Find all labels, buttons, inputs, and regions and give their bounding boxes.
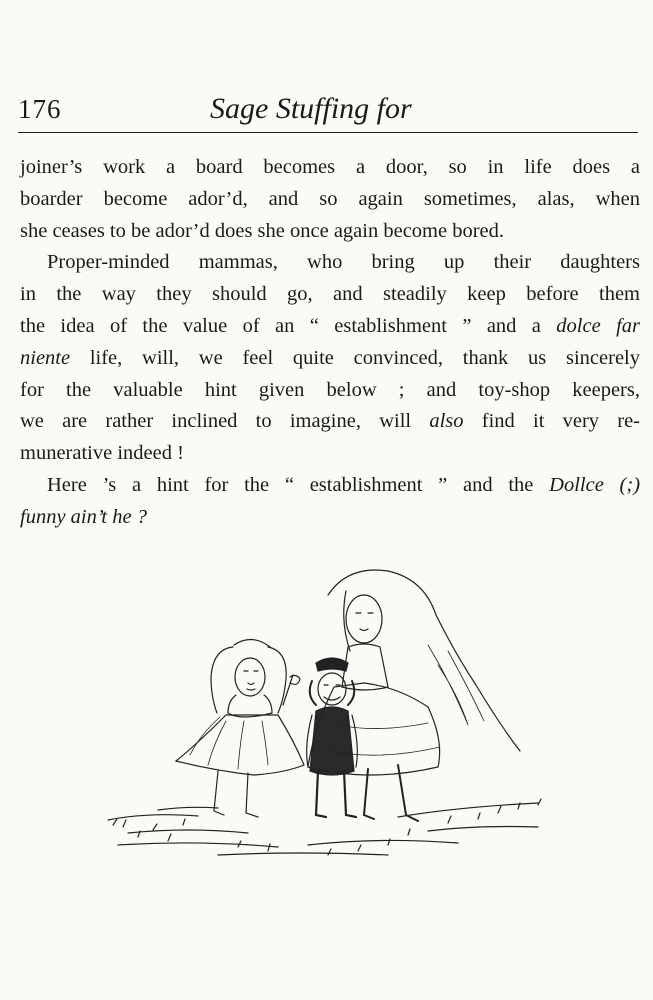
text-line: munerative indeed ! [20,442,184,465]
engraving-illustration [98,555,558,875]
text-line [20,311,640,343]
italic-phrase: dolce far [556,314,640,337]
body-text [20,152,640,534]
text-segment: the idea of the value of an “ establishment ” and a [20,314,541,337]
text-line: boarder become ador’d, and so again sometimes, alas, when [20,187,640,210]
text-line: funny ain’t he ? [20,505,147,528]
text-segment: Here ’s a hint for the “ establishment ” and the [47,473,534,496]
text-line: she ceases to be ador’d does she once again become bored. [20,219,505,242]
text-segment: find it very re- [481,410,641,433]
text-line [20,343,640,375]
italic-phrase: also [429,410,464,433]
italic-phrase: Dollce (;) [549,473,641,496]
page-number: 176 [18,94,62,124]
text-line: in the way they should go, and steadily keep before them [20,283,640,306]
ground-hatching [108,799,541,855]
text-segment: life, will, we feel quite convinced, thank us sincerely [89,346,641,369]
tall-woman-figure [308,570,520,821]
text-line: joiner’s work a board becomes a door, so in life does a [20,156,640,178]
italic-phrase: niente [20,346,71,369]
running-head [18,92,638,132]
text-line [20,470,640,502]
small-girl-figure [176,639,304,817]
text-line: for the valuable hint given below ; and toy-shop keepers, [20,378,640,401]
text-line [20,406,640,438]
text-line: Proper-minded mammas, who bring up their daughters [47,251,640,274]
running-title: Sage Stuffing for [210,92,412,125]
header-rule [18,132,638,133]
text-segment: we are rather inclined to imagine, will [20,410,412,433]
